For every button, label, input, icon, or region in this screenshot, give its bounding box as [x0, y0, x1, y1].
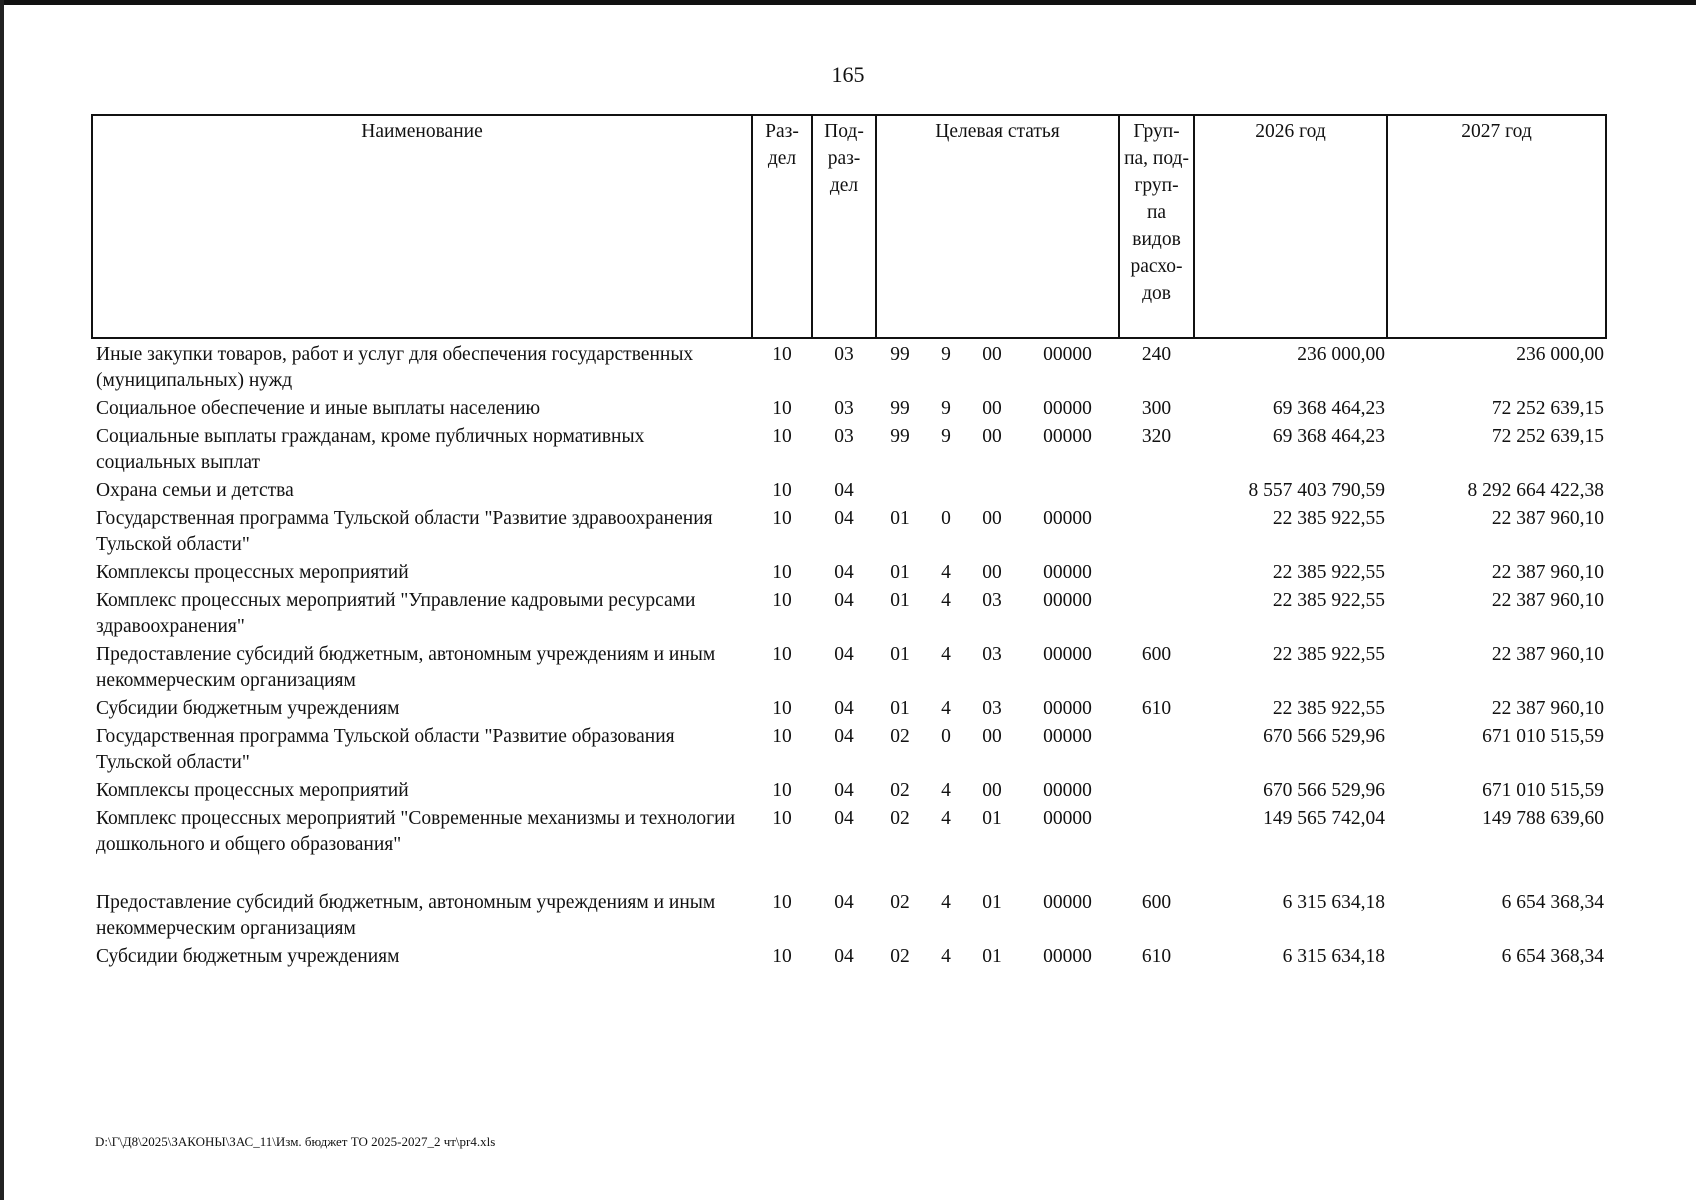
row-target-type: 9: [941, 398, 951, 419]
header-group-line: расхо-: [1130, 256, 1183, 277]
scan-border-top: [0, 0, 1696, 5]
header-razdel: [752, 115, 812, 338]
row-target-direction: 00: [982, 398, 1002, 419]
header-group-line: видов: [1132, 229, 1181, 250]
row-target-type: [924, 478, 968, 506]
row-expense-group: 610: [1141, 946, 1172, 967]
row-expense-group: 610: [1141, 698, 1172, 719]
row-target-code: 00000: [1043, 780, 1092, 801]
row-podrazdel: 04: [834, 644, 854, 665]
row-amount-2026: 22 385 922,55: [1272, 644, 1386, 665]
row-target-direction: 00: [982, 562, 1002, 583]
row-expense-group: 240: [1141, 344, 1172, 365]
row-target-code: 00000: [1043, 398, 1092, 419]
table-row: [92, 588, 1606, 642]
row-name: Комплексы процессных мероприятий: [96, 780, 409, 801]
header-name: Наименование: [92, 115, 752, 338]
row-amount-2027: 671 010 515,59: [1482, 726, 1605, 747]
row-razdel: 10: [772, 892, 792, 913]
header-razdel-line: дел: [767, 148, 797, 169]
row-expense-group: [1119, 506, 1194, 560]
header-podrazdel: [812, 115, 876, 338]
row-name: Предоставление субсидий бюджетным, автономным учреждениям и иным некоммерческим организациям: [96, 644, 716, 691]
row-amount-2027: 22 387 960,10: [1491, 508, 1605, 529]
row-amount-2026: 670 566 529,96: [1263, 726, 1386, 747]
row-target-program: 01: [890, 590, 910, 611]
row-amount-2027: 72 252 639,15: [1491, 398, 1605, 419]
row-amount-2027: 72 252 639,15: [1491, 426, 1605, 447]
row-amount-2026: 22 385 922,55: [1272, 698, 1386, 719]
row-target-direction: 01: [982, 892, 1002, 913]
row-razdel: 10: [772, 946, 792, 967]
row-target-program: 02: [890, 808, 910, 829]
row-amount-2026: 69 368 464,23: [1272, 426, 1386, 447]
row-name: Комплекс процессных мероприятий "Современные механизмы и технологии дошкольного и общего образования": [96, 808, 736, 855]
budget-table: [91, 114, 1607, 972]
row-target-direction: 03: [982, 698, 1002, 719]
row-target-code: 00000: [1043, 508, 1092, 529]
row-target-type: 4: [941, 644, 951, 665]
row-target-direction: 03: [982, 644, 1002, 665]
row-target-code: 00000: [1043, 590, 1092, 611]
header-year-2026: 2026 год: [1194, 115, 1387, 338]
row-razdel: 10: [772, 644, 792, 665]
table-header: [92, 115, 1606, 338]
row-podrazdel: 04: [834, 508, 854, 529]
row-target-program: 01: [890, 644, 910, 665]
row-target-program: 01: [890, 698, 910, 719]
row-amount-2027: 236 000,00: [1516, 344, 1605, 365]
row-podrazdel: 04: [834, 780, 854, 801]
row-target-program: 99: [890, 344, 910, 365]
row-target-type: 4: [941, 892, 951, 913]
row-amount-2027: 22 387 960,10: [1491, 644, 1605, 665]
row-name: Государственная программа Тульской области "Развитие здравоохранения Тульской области": [96, 508, 713, 555]
row-target-type: 4: [941, 562, 951, 583]
header-group-line: груп-: [1134, 175, 1179, 196]
row-target-program: 01: [890, 508, 910, 529]
table-body: [92, 338, 1606, 972]
row-amount-2026: 22 385 922,55: [1272, 508, 1386, 529]
row-target-type: 4: [941, 808, 951, 829]
row-amount-2027: 22 387 960,10: [1491, 698, 1605, 719]
row-target-program: 02: [890, 946, 910, 967]
table-row: [92, 338, 1606, 396]
row-name: Иные закупки товаров, работ и услуг для обеспечения государственных (муниципальных) нужд: [96, 344, 694, 391]
row-target-type: 4: [941, 946, 951, 967]
row-amount-2027: 671 010 515,59: [1482, 780, 1605, 801]
table-row: [92, 778, 1606, 806]
table-row: [92, 696, 1606, 724]
header-podrazdel-line: раз-: [827, 148, 861, 169]
row-name: Субсидии бюджетным учреждениям: [96, 698, 400, 719]
row-amount-2026: 6 315 634,18: [1282, 946, 1386, 967]
row-podrazdel: 04: [834, 698, 854, 719]
row-podrazdel: 04: [834, 480, 854, 501]
row-razdel: 10: [772, 590, 792, 611]
row-target-direction: 00: [982, 426, 1002, 447]
row-podrazdel: 03: [834, 426, 854, 447]
header-group-line: дов: [1142, 283, 1171, 304]
row-podrazdel: 04: [834, 808, 854, 829]
header-podrazdel-line: Под-: [824, 121, 864, 142]
row-amount-2027: 22 387 960,10: [1491, 590, 1605, 611]
header-group-line: Груп-: [1133, 121, 1180, 142]
row-podrazdel: 03: [834, 344, 854, 365]
row-amount-2026: 149 565 742,04: [1263, 808, 1386, 829]
row-target-code: 00000: [1043, 726, 1092, 747]
header-group: [1119, 115, 1194, 338]
row-target-program: 99: [890, 426, 910, 447]
row-target-direction: 01: [982, 808, 1002, 829]
row-amount-2027: 8 292 664 422,38: [1467, 480, 1605, 501]
row-target-direction: 00: [982, 726, 1002, 747]
row-amount-2027: 6 654 368,34: [1501, 892, 1605, 913]
row-amount-2026: 6 315 634,18: [1282, 892, 1386, 913]
header-podrazdel-line: дел: [829, 175, 859, 196]
table-row: [92, 806, 1606, 890]
row-target-type: 4: [941, 780, 951, 801]
table-row: [92, 642, 1606, 696]
row-target-code: 00000: [1043, 344, 1092, 365]
row-target-direction: 00: [982, 344, 1002, 365]
row-target-type: 9: [941, 426, 951, 447]
header-group-line: па: [1146, 202, 1167, 223]
row-name: Субсидии бюджетным учреждениям: [96, 946, 400, 967]
table-row: [92, 724, 1606, 778]
row-target-direction: [968, 478, 1016, 506]
row-target-code: 00000: [1043, 426, 1092, 447]
row-razdel: 10: [772, 344, 792, 365]
row-podrazdel: 04: [834, 946, 854, 967]
header-year-2027: 2027 год: [1387, 115, 1606, 338]
row-name: Предоставление субсидий бюджетным, автономным учреждениям и иным некоммерческим организациям: [96, 892, 716, 939]
row-name: Социальные выплаты гражданам, кроме публичных нормативных социальных выплат: [96, 426, 645, 473]
row-target-type: 9: [941, 344, 951, 365]
row-name: Комплексы процессных мероприятий: [96, 562, 409, 583]
row-target-program: 99: [890, 398, 910, 419]
row-amount-2027: 149 788 639,60: [1482, 808, 1605, 829]
row-expense-group: [1119, 560, 1194, 588]
row-podrazdel: 04: [834, 590, 854, 611]
row-target-code: 00000: [1043, 698, 1092, 719]
table-row: [92, 396, 1606, 424]
table-row: [92, 560, 1606, 588]
row-expense-group: [1119, 806, 1194, 890]
row-target-program: 02: [890, 892, 910, 913]
row-razdel: 10: [772, 780, 792, 801]
row-target-code: 00000: [1043, 808, 1092, 829]
row-podrazdel: 04: [834, 892, 854, 913]
page-number: 165: [831, 62, 865, 87]
table-row: [92, 944, 1606, 972]
row-expense-group: 300: [1141, 398, 1172, 419]
row-podrazdel: 04: [834, 562, 854, 583]
row-name: Охрана семьи и детства: [96, 480, 294, 501]
row-razdel: 10: [772, 398, 792, 419]
row-razdel: 10: [772, 562, 792, 583]
row-amount-2027: 22 387 960,10: [1491, 562, 1605, 583]
row-razdel: 10: [772, 726, 792, 747]
header-target: Целевая статья: [876, 115, 1119, 338]
row-razdel: 10: [772, 426, 792, 447]
row-target-type: 4: [941, 590, 951, 611]
row-amount-2026: 670 566 529,96: [1263, 780, 1386, 801]
row-razdel: 10: [772, 480, 792, 501]
row-expense-group: 600: [1141, 892, 1172, 913]
header-group-line: па, под-: [1124, 148, 1189, 169]
row-target-program: 02: [890, 726, 910, 747]
row-amount-2026: 236 000,00: [1297, 344, 1386, 365]
row-target-direction: 03: [982, 590, 1002, 611]
row-razdel: 10: [772, 508, 792, 529]
row-target-type: 0: [941, 726, 951, 747]
row-expense-group: [1119, 724, 1194, 778]
row-expense-group: 320: [1141, 426, 1172, 447]
row-target-direction: 00: [982, 780, 1002, 801]
scan-border-left: [0, 0, 4, 1200]
row-target-program: 01: [890, 562, 910, 583]
header-razdel-line: Раз-: [765, 121, 799, 142]
row-name: Социальное обеспечение и иные выплаты населению: [96, 398, 541, 419]
row-target-code: 00000: [1043, 644, 1092, 665]
row-expense-group: [1119, 778, 1194, 806]
row-target-program: [876, 478, 924, 506]
footer-file-path: D:\Г\Д8\2025\ЗАКОНЫ\ЗАС_11\Изм. бюджет ТО 2025-2027_2 чт\pr4.xls: [95, 1134, 496, 1149]
row-target-code: 00000: [1043, 892, 1092, 913]
row-podrazdel: 03: [834, 398, 854, 419]
table-row: [92, 478, 1606, 506]
table-row: [92, 424, 1606, 478]
row-target-code: [1016, 478, 1119, 506]
table-row: [92, 506, 1606, 560]
row-target-program: 02: [890, 780, 910, 801]
table-row: [92, 890, 1606, 944]
row-amount-2026: 22 385 922,55: [1272, 562, 1386, 583]
row-name: Комплекс процессных мероприятий "Управление кадровыми ресурсами здравоохранения": [96, 590, 696, 637]
row-podrazdel: 04: [834, 726, 854, 747]
row-target-code: 00000: [1043, 562, 1092, 583]
row-razdel: 10: [772, 698, 792, 719]
row-expense-group: 600: [1141, 644, 1172, 665]
row-amount-2026: 69 368 464,23: [1272, 398, 1386, 419]
row-expense-group: [1119, 478, 1194, 506]
row-amount-2026: 8 557 403 790,59: [1248, 480, 1386, 501]
row-expense-group: [1119, 588, 1194, 642]
row-razdel: 10: [772, 808, 792, 829]
row-amount-2027: 6 654 368,34: [1501, 946, 1605, 967]
row-target-direction: 01: [982, 946, 1002, 967]
row-target-direction: 00: [982, 508, 1002, 529]
row-target-code: 00000: [1043, 946, 1092, 967]
row-target-type: 4: [941, 698, 951, 719]
row-name: Государственная программа Тульской области "Развитие образования Тульской области": [96, 726, 675, 773]
row-target-type: 0: [941, 508, 951, 529]
row-amount-2026: 22 385 922,55: [1272, 590, 1386, 611]
